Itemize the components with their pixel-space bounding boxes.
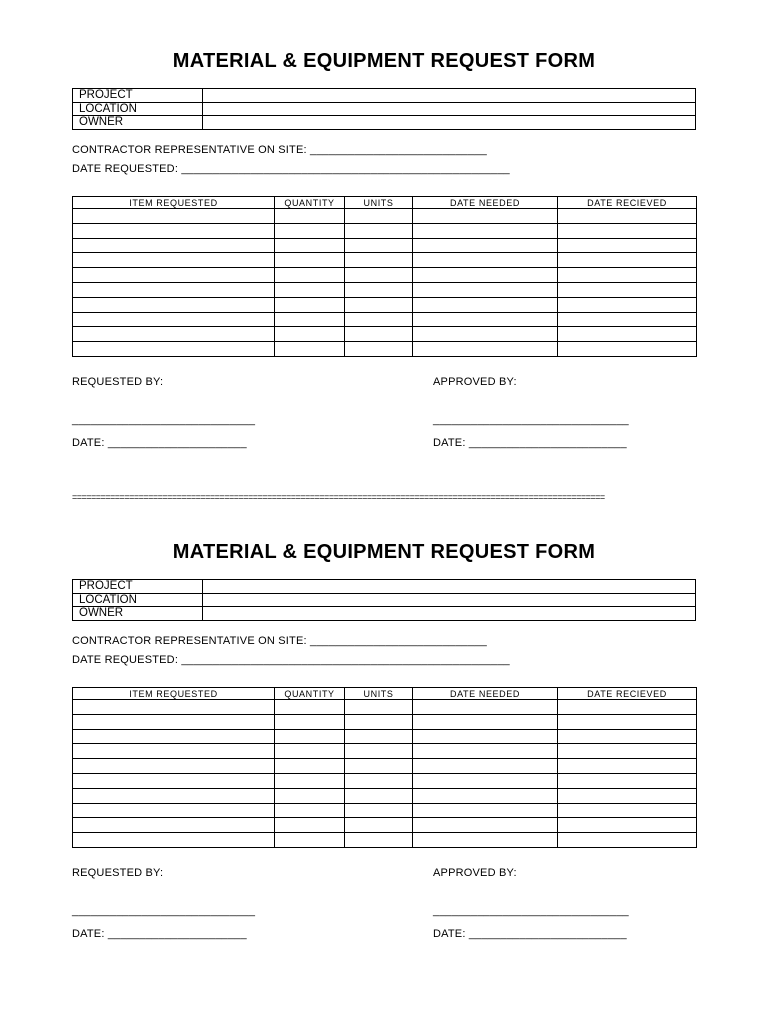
item-requested-cell[interactable] — [73, 759, 275, 774]
date-needed-cell[interactable] — [413, 297, 558, 312]
requested-by-signature-line[interactable]: _____________________________ — [72, 414, 256, 426]
units-cell[interactable] — [345, 700, 413, 715]
items-body — [73, 209, 697, 357]
project-info-table — [72, 88, 696, 130]
item-row — [73, 209, 697, 224]
date-recieved-cell[interactable] — [558, 238, 697, 253]
col-quantity: QUANTITY — [275, 688, 345, 700]
date-recieved-cell[interactable] — [558, 700, 697, 715]
project-field[interactable] — [203, 89, 696, 103]
item-requested-cell[interactable] — [73, 744, 275, 759]
quantity-cell[interactable] — [275, 833, 345, 848]
date-recieved-cell[interactable] — [558, 788, 697, 803]
col-units: UNITS — [345, 688, 413, 700]
item-requested-cell[interactable] — [73, 729, 275, 744]
items-header-row — [73, 688, 697, 700]
item-requested-cell[interactable] — [73, 312, 275, 327]
col-quantity: QUANTITY — [275, 197, 345, 209]
units-cell[interactable] — [345, 714, 413, 729]
col-date-recieved: DATE RECIEVED — [558, 197, 697, 209]
quantity-cell[interactable] — [275, 759, 345, 774]
date-needed-cell[interactable] — [413, 833, 558, 848]
units-cell[interactable] — [345, 297, 413, 312]
date-requested-field[interactable]: DATE REQUESTED: ____________________________________________________ — [72, 163, 510, 175]
item-requested-cell[interactable] — [73, 773, 275, 788]
location-label: LOCATION — [73, 102, 203, 116]
col-date-recieved: DATE RECIEVED — [558, 688, 697, 700]
project-label: PROJECT — [73, 580, 203, 594]
item-row — [73, 788, 697, 803]
units-cell[interactable] — [345, 268, 413, 283]
owner-label: OWNER — [73, 607, 203, 621]
item-row — [73, 268, 697, 283]
col-date-needed: DATE NEEDED — [413, 688, 558, 700]
approved-by-signature-line[interactable]: _______________________________ — [433, 905, 629, 917]
units-cell[interactable] — [345, 282, 413, 297]
item-row — [73, 253, 697, 268]
date-needed-cell[interactable] — [413, 788, 558, 803]
date-recieved-cell[interactable] — [558, 833, 697, 848]
date-recieved-cell[interactable] — [558, 759, 697, 774]
info-row-project — [73, 89, 696, 103]
item-row — [73, 729, 697, 744]
units-cell[interactable] — [345, 253, 413, 268]
contractor-representative-field[interactable]: CONTRACTOR REPRESENTATIVE ON SITE: ____________________________ — [72, 635, 487, 647]
items-table — [72, 687, 697, 848]
requested-date-field[interactable]: DATE: ______________________ — [72, 437, 247, 449]
date-needed-cell[interactable] — [413, 253, 558, 268]
quantity-cell[interactable] — [275, 729, 345, 744]
quantity-cell[interactable] — [275, 818, 345, 833]
item-requested-cell[interactable] — [73, 788, 275, 803]
item-row — [73, 744, 697, 759]
units-cell[interactable] — [345, 759, 413, 774]
requested-date-field[interactable]: DATE: ______________________ — [72, 928, 247, 940]
item-requested-cell[interactable] — [73, 818, 275, 833]
quantity-cell[interactable] — [275, 788, 345, 803]
location-field[interactable] — [203, 102, 696, 116]
date-needed-cell[interactable] — [413, 759, 558, 774]
quantity-cell[interactable] — [275, 282, 345, 297]
item-row — [73, 818, 697, 833]
item-row — [73, 700, 697, 715]
item-requested-cell[interactable] — [73, 297, 275, 312]
quantity-cell[interactable] — [275, 312, 345, 327]
item-requested-cell[interactable] — [73, 223, 275, 238]
date-needed-cell[interactable] — [413, 818, 558, 833]
date-needed-cell[interactable] — [413, 714, 558, 729]
date-needed-cell[interactable] — [413, 773, 558, 788]
owner-label: OWNER — [73, 116, 203, 130]
requested-by-label: REQUESTED BY: — [72, 867, 164, 879]
units-cell[interactable] — [345, 833, 413, 848]
date-recieved-cell[interactable] — [558, 209, 697, 224]
item-requested-cell[interactable] — [73, 209, 275, 224]
units-cell[interactable] — [345, 788, 413, 803]
item-row — [73, 773, 697, 788]
quantity-cell[interactable] — [275, 700, 345, 715]
date-needed-cell[interactable] — [413, 744, 558, 759]
units-cell[interactable] — [345, 818, 413, 833]
date-recieved-cell[interactable] — [558, 744, 697, 759]
item-requested-cell[interactable] — [73, 700, 275, 715]
quantity-cell[interactable] — [275, 327, 345, 342]
info-row-project — [73, 580, 696, 594]
date-recieved-cell[interactable] — [558, 714, 697, 729]
item-requested-cell[interactable] — [73, 268, 275, 283]
units-cell[interactable] — [345, 238, 413, 253]
date-recieved-cell[interactable] — [558, 253, 697, 268]
date-needed-cell[interactable] — [413, 327, 558, 342]
units-cell[interactable] — [345, 312, 413, 327]
date-needed-cell[interactable] — [413, 223, 558, 238]
units-cell[interactable] — [345, 744, 413, 759]
col-date-needed: DATE NEEDED — [413, 197, 558, 209]
date-needed-cell[interactable] — [413, 268, 558, 283]
location-field[interactable] — [203, 593, 696, 607]
owner-field[interactable] — [203, 116, 696, 130]
item-row — [73, 282, 697, 297]
item-row — [73, 223, 697, 238]
date-requested-field[interactable]: DATE REQUESTED: ____________________________________________________ — [72, 654, 510, 666]
item-requested-cell[interactable] — [73, 833, 275, 848]
item-row — [73, 714, 697, 729]
date-recieved-cell[interactable] — [558, 773, 697, 788]
date-needed-cell[interactable] — [413, 729, 558, 744]
date-needed-cell[interactable] — [413, 700, 558, 715]
info-row-location — [73, 102, 696, 116]
item-requested-cell[interactable] — [73, 803, 275, 818]
approved-date-field[interactable]: DATE: _________________________ — [433, 928, 627, 940]
quantity-cell[interactable] — [275, 714, 345, 729]
form-title: MATERIAL & EQUIPMENT REQUEST FORM — [172, 50, 596, 72]
date-needed-cell[interactable] — [413, 342, 558, 357]
requested-by-signature-line[interactable]: _____________________________ — [72, 905, 256, 917]
item-row — [73, 759, 697, 774]
contractor-representative-field[interactable]: CONTRACTOR REPRESENTATIVE ON SITE: ____________________________ — [72, 144, 487, 156]
items-table — [72, 196, 697, 357]
items-body — [73, 700, 697, 848]
item-requested-cell[interactable] — [73, 282, 275, 297]
form-title: MATERIAL & EQUIPMENT REQUEST FORM — [172, 541, 596, 563]
date-recieved-cell[interactable] — [558, 818, 697, 833]
approved-by-label: APPROVED BY: — [433, 376, 517, 388]
col-units: UNITS — [345, 197, 413, 209]
units-cell[interactable] — [345, 729, 413, 744]
date-recieved-cell[interactable] — [558, 729, 697, 744]
quantity-cell[interactable] — [275, 268, 345, 283]
requested-by-label: REQUESTED BY: — [72, 376, 164, 388]
item-row — [73, 833, 697, 848]
quantity-cell[interactable] — [275, 223, 345, 238]
units-cell[interactable] — [345, 342, 413, 357]
date-needed-cell[interactable] — [413, 282, 558, 297]
item-row — [73, 238, 697, 253]
units-cell[interactable] — [345, 773, 413, 788]
location-label: LOCATION — [73, 593, 203, 607]
date-recieved-cell[interactable] — [558, 282, 697, 297]
date-needed-cell[interactable] — [413, 803, 558, 818]
project-label: PROJECT — [73, 89, 203, 103]
date-needed-cell[interactable] — [413, 209, 558, 224]
date-needed-cell[interactable] — [413, 238, 558, 253]
item-row — [73, 803, 697, 818]
item-row — [73, 342, 697, 357]
date-recieved-cell[interactable] — [558, 312, 697, 327]
approved-by-signature-line[interactable]: _______________________________ — [433, 414, 629, 426]
items-header-row — [73, 197, 697, 209]
quantity-cell[interactable] — [275, 342, 345, 357]
item-requested-cell[interactable] — [73, 342, 275, 357]
item-row — [73, 312, 697, 327]
quantity-cell[interactable] — [275, 744, 345, 759]
info-row-owner — [73, 607, 696, 621]
info-row-owner — [73, 116, 696, 130]
quantity-cell[interactable] — [275, 253, 345, 268]
date-recieved-cell[interactable] — [558, 342, 697, 357]
project-field[interactable] — [203, 580, 696, 594]
item-requested-cell[interactable] — [73, 714, 275, 729]
date-recieved-cell[interactable] — [558, 803, 697, 818]
col-item-requested: ITEM REQUESTED — [73, 197, 275, 209]
project-info-table — [72, 579, 696, 621]
units-cell[interactable] — [345, 327, 413, 342]
item-requested-cell[interactable] — [73, 253, 275, 268]
approved-by-label: APPROVED BY: — [433, 867, 517, 879]
col-item-requested: ITEM REQUESTED — [73, 688, 275, 700]
date-recieved-cell[interactable] — [558, 297, 697, 312]
item-requested-cell[interactable] — [73, 238, 275, 253]
units-cell[interactable] — [345, 209, 413, 224]
date-recieved-cell[interactable] — [558, 327, 697, 342]
quantity-cell[interactable] — [275, 209, 345, 224]
units-cell[interactable] — [345, 223, 413, 238]
units-cell[interactable] — [345, 803, 413, 818]
quantity-cell[interactable] — [275, 238, 345, 253]
date-recieved-cell[interactable] — [558, 223, 697, 238]
item-row — [73, 327, 697, 342]
quantity-cell[interactable] — [275, 803, 345, 818]
approved-date-field[interactable]: DATE: _________________________ — [433, 437, 627, 449]
item-requested-cell[interactable] — [73, 327, 275, 342]
form-separator: ================================================================================================================ — [72, 492, 605, 502]
quantity-cell[interactable] — [275, 773, 345, 788]
quantity-cell[interactable] — [275, 297, 345, 312]
info-row-location — [73, 593, 696, 607]
item-row — [73, 297, 697, 312]
date-recieved-cell[interactable] — [558, 268, 697, 283]
owner-field[interactable] — [203, 607, 696, 621]
date-needed-cell[interactable] — [413, 312, 558, 327]
